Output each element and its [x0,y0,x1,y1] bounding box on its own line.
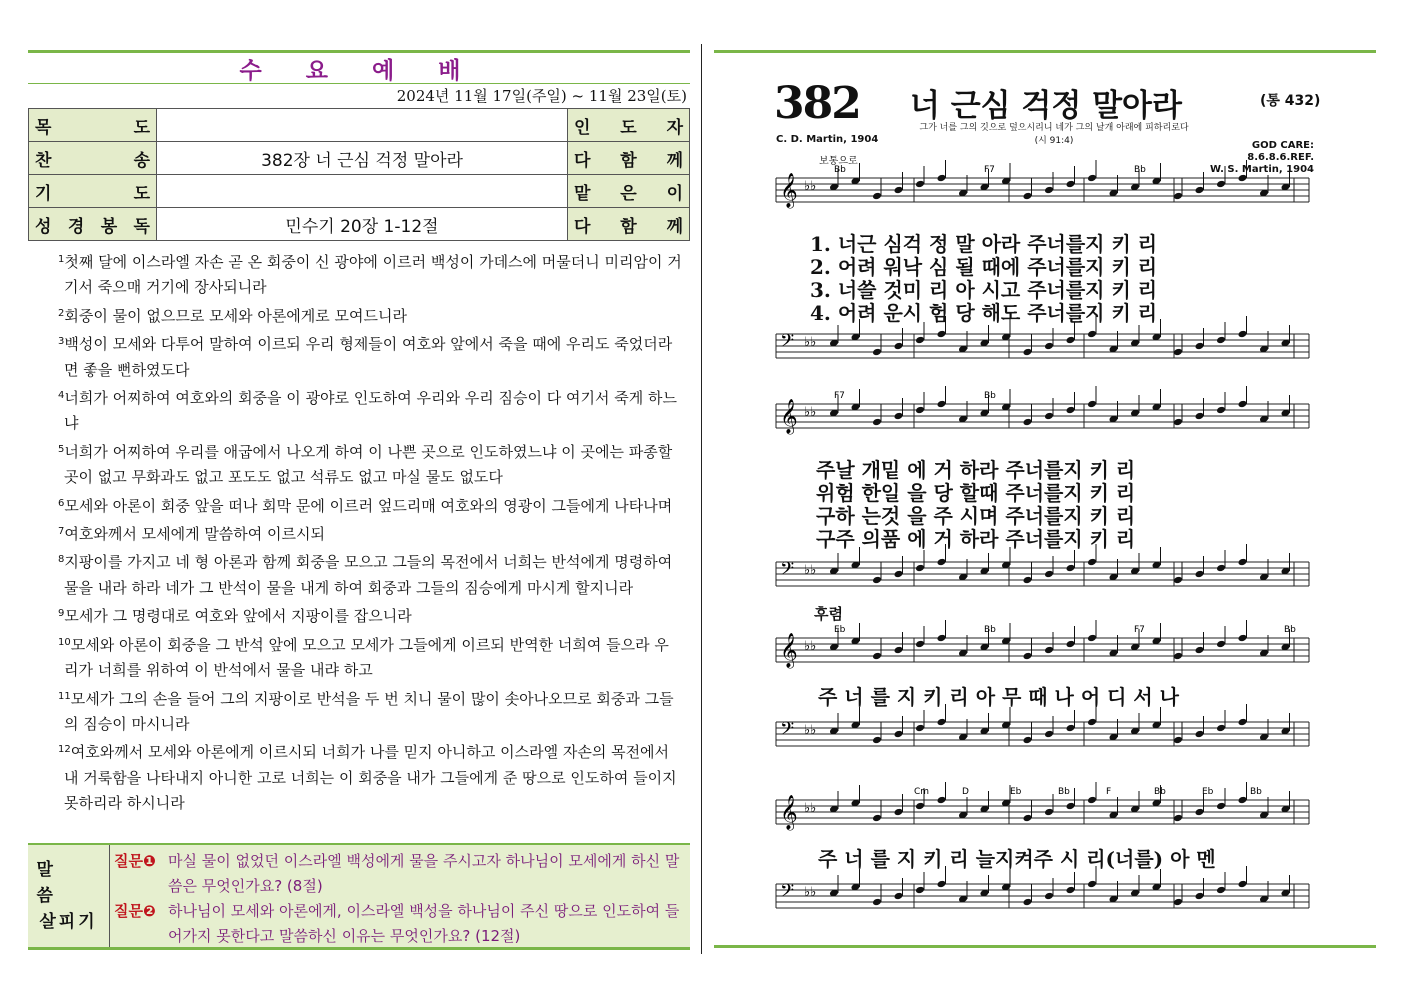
order-value: 민수기 20장 1-12절 [157,208,568,241]
question-tag: 질문❷ [114,902,156,920]
note-head [915,886,925,895]
order-role: 다 함 께 [574,150,683,171]
note-head [1216,724,1226,733]
note-head [1216,802,1226,811]
note-head [915,640,925,649]
question-tag: 질문❶ [114,852,156,870]
verse: $^1$첫째 달에 이스라엘 자손 곧 온 회중이 신 광야에 이르러 백성이 가데스에 머물더니 미리암이 거기서 죽으매 거기에 장사되니라 [58,253,682,297]
order-row-scripture [29,208,690,241]
note-head [1195,730,1205,739]
review-label: 말 씀 살피기 [28,845,110,947]
date-range: 2024년 11월 17일(주일) ~ 11월 23일(토) [28,83,690,108]
lyric-line: 위험 한일 을 당 할때 주너를지 키 리 [816,481,1136,505]
treble-clef-icon: 𝄞 [780,399,798,434]
note-head [915,564,925,573]
note-head [872,576,882,585]
note-head [937,400,947,409]
note-head [1238,400,1248,409]
key-signature: ♭♭ [804,563,817,578]
note-head [1087,796,1097,805]
staff [776,866,1309,908]
chord-symbol: F7 [1134,625,1145,635]
hymn-composer: C. D. Martin, 1904 [776,134,879,145]
note-head [894,646,904,655]
note-head [1173,736,1183,745]
key-signature: ♭♭ [804,405,817,420]
staff [776,386,1309,435]
note-head [1195,186,1205,195]
hymn-number: 382 [774,78,860,129]
note-head [894,808,904,817]
staff [776,620,1309,669]
note-head [937,718,947,727]
top-rule [714,50,1376,53]
note-head [915,724,925,733]
lyric-line: 주 너 를 지 키 리 늘지켜주 시 리(너를) 아 멘 [818,847,1216,871]
chord-symbol: Bb [1134,165,1146,175]
lyric-line: 3. 너쓸 것미 리 아 시고 주너를지 키 리 [810,278,1158,302]
key-signature: ♭♭ [804,723,817,738]
lyric-line: 2. 어려 워낙 심 될 때에 주너를지 키 리 [810,255,1158,279]
chord-symbol: Bb [834,165,846,175]
note-head [1216,640,1226,649]
chord-symbol: Eb [1202,787,1214,797]
verse: $^4$너희가 어찌하여 여호와의 회중을 이 광야로 인도하여 우리와 우리 짐승이 다 여기서 죽게 하느냐 [58,389,677,433]
verse: $^3$백성이 모세와 다투어 말하여 이르되 우리 형제들이 여호와 앞에서 죽을 때에 우리도 죽었더라면 좋을 뻔하였도다 [58,335,673,379]
chord-symbol: F [1106,787,1112,797]
note-head [1173,348,1183,357]
lyric-line: 구하 는것 을 주 시며 주너를지 키 리 [816,504,1136,528]
note-head [1195,892,1205,901]
lyric-line: 구주 의품 에 거 하라 주너를지 키 리 [816,527,1136,551]
hymn-scripture: 그가 너를 그의 깃으로 덮으시리니 네가 그의 날개 아래에 피하리로다 (시 91:4) [919,123,1189,146]
note-head [915,336,925,345]
chord-symbol: Bb [1250,787,1262,797]
question-text: 하나님이 모세와 아론에게, 이스라엘 백성을 하나님이 주신 땅으로 인도하여 들어가지 못한다고 말씀하신 이유는 무엇인가요? (12절) [168,902,680,945]
treble-clef-icon: 𝄞 [780,173,798,208]
note-head [1023,418,1033,427]
chord-symbol: Eb [1010,787,1022,797]
note-head [1066,336,1076,345]
question-item [114,899,686,949]
order-label: 목 도 [35,117,150,138]
note-head [1173,192,1183,201]
note-head [1216,406,1226,415]
order-row-hymn [29,142,690,175]
chord-symbol: Bb [984,391,996,401]
order-value [157,175,568,208]
note-head [1023,192,1033,201]
order-label: 기 도 [35,183,150,204]
note-head [1238,718,1248,727]
note-head [1087,174,1097,183]
key-signature: ♭♭ [804,801,817,816]
note-head [1087,400,1097,409]
note-head [1066,180,1076,189]
note-head [1216,564,1226,573]
note-head [894,412,904,421]
order-row-prayer [29,175,690,208]
note-head [937,558,947,567]
note-head [1066,564,1076,573]
hymn-tune: GOD CARE: 8.6.8.6.REF. W. S. Martin, 1904 [1209,140,1314,175]
note-head [1066,802,1076,811]
note-head [1066,886,1076,895]
note-head [894,342,904,351]
verse: $^6$모세와 아론이 회중 앞을 떠나 회막 문에 이르러 엎드리매 여호와의 영광이 그들에게 나타나며 [58,496,673,515]
note-head [1173,652,1183,661]
note-head [872,736,882,745]
order-label: 성 경 봉 독 [35,216,150,237]
note-head [1023,736,1033,745]
note-head [1216,336,1226,345]
note-head [1044,186,1054,195]
note-head [1087,880,1097,889]
note-head [937,880,947,889]
note-head [872,652,882,661]
note-head [1023,898,1033,907]
note-head [1238,174,1248,183]
bulletin-panel [28,50,690,945]
order-of-service-table [28,108,690,241]
chord-symbol: Bb [984,625,996,635]
note-head [937,796,947,805]
note-head [1066,724,1076,733]
word-review-box [28,843,690,950]
note-head [915,406,925,415]
refrain-label: 후렴 [814,605,843,623]
note-head [1066,640,1076,649]
note-head [937,634,947,643]
staff [776,160,1309,209]
note-head [872,814,882,823]
verse: $^9$모세가 그 명령대로 여호와 앞에서 지팡이를 잡으니라 [58,607,412,626]
note-head [872,898,882,907]
note-head [872,418,882,427]
verse: $^{11}$모세가 그의 손을 들어 그의 지팡이로 반석을 두 번 치니 물이 많이 솟아나오므로 회중과 그들의 짐승이 마시니라 [58,689,674,733]
note-head [1044,342,1054,351]
note-head [1173,898,1183,907]
order-value: 382장 너 근심 걱정 말아라 [157,142,568,175]
note-head [1195,412,1205,421]
chord-symbol: F7 [834,391,845,401]
verse: $^{12}$여호와께서 모세와 아론에게 이르시되 너희가 나를 믿지 아니하고 이스라엘 자손의 목전에서 내 거룩함을 나타내지 아니한 고로 너희는 이 회중을 내가 그들에게 준 땅으로 인도하여 들이지 못하리라 하시니라 [58,743,677,813]
note-head [1195,808,1205,817]
key-signature: ♭♭ [804,335,817,350]
order-role: 인 도 자 [574,117,683,138]
chord-symbol: Cm [914,787,930,797]
verse: $^7$여호와께서 모세에게 말씀하여 이르시되 [58,525,326,544]
note-head [1195,646,1205,655]
key-signature: ♭♭ [804,639,817,654]
service-title: 수 요 예 배 [239,57,479,84]
staff [776,782,1309,831]
note-head [894,186,904,195]
hymn-old-number: (통 432) [1260,93,1321,109]
note-head [872,192,882,201]
note-head [1238,330,1248,339]
order-role: 다 함 께 [574,216,683,237]
order-role: 맡 은 이 [574,183,683,204]
note-head [1087,558,1097,567]
note-head [1195,342,1205,351]
note-head [872,348,882,357]
bass-clef-icon: 𝄢 [780,331,795,356]
chord-symbol: Bb [1154,787,1166,797]
lyric-line: 주날 개밑 에 거 하라 주너를지 키 리 [816,458,1136,482]
scripture-text [28,241,690,817]
verse: $^{10}$모세와 아론이 회중을 그 반석 앞에 모으고 모세가 그들에게 이르되 반역한 너희여 들으라 우리가 너희를 위하여 이 반석에서 물을 내랴 하고 [58,635,669,680]
note-head [1238,880,1248,889]
note-head [1238,634,1248,643]
chord-symbol: Bb [1058,787,1070,797]
order-row-mokdo [29,109,690,142]
question-text: 마실 물이 없었던 이스라엘 백성에게 물을 주시고자 하나님이 모세에게 하신 말씀은 무엇인가요? (8절) [168,852,680,895]
verse: $^8$지팡이를 가지고 네 형 아론과 함께 회중을 모으고 그들의 목전에서 너희는 반석에게 명령하여 물을 내라 하라 네가 그 반석이 물을 내게 하여 회중과 그들의 짐승에게 마시게 할지니라 [58,553,673,597]
note-head [894,892,904,901]
note-head [937,174,947,183]
note-head [894,570,904,579]
note-head [1087,634,1097,643]
order-value [157,109,568,142]
review-questions [110,845,690,947]
note-head [937,330,947,339]
note-head [1044,412,1054,421]
note-head [1173,814,1183,823]
hymn-title: 너 근심 걱정 말아라 [910,88,1182,124]
order-label: 찬 송 [35,150,150,171]
note-head [1216,886,1226,895]
bass-clef-icon: 𝄢 [780,559,795,584]
note-head [1044,570,1054,579]
note-head [1023,348,1033,357]
lyric-line: 4. 어려 운시 험 당 해도 주너를지 키 리 [810,301,1158,325]
note-head [894,730,904,739]
note-head [1066,406,1076,415]
note-head [1173,576,1183,585]
chord-symbol: Eb [834,625,846,635]
note-head [1173,418,1183,427]
note-head [1087,718,1097,727]
note-head [1044,646,1054,655]
bass-clef-icon: 𝄢 [780,719,795,744]
key-signature: ♭♭ [804,885,817,900]
bass-clef-icon: 𝄢 [780,881,795,906]
note-head [915,180,925,189]
chord-symbol: D [962,787,969,797]
note-head [1238,558,1248,567]
verse: $^5$너희가 어찌하여 우리를 애굽에서 나오게 하여 이 나쁜 곳으로 인도하였느냐 이 곳에는 파종할 곳이 없고 무화과도 없고 포도도 없고 석류도 없고 마실 물도 없도다 [58,442,673,487]
treble-clef-icon: 𝄞 [780,795,798,830]
question-item [114,849,686,899]
note-head [1087,330,1097,339]
lyric-line: 1. 너근 심걱 정 말 아라 주너를지 키 리 [810,232,1158,256]
chord-symbol: F7 [984,165,995,175]
lyric-line: 주 너 를 지 키 리 아 무 때 나 어 디 서 나 [818,685,1179,709]
key-signature: ♭♭ [804,179,817,194]
note-head [1023,576,1033,585]
note-head [1023,652,1033,661]
chord-symbol: Bb [1284,625,1296,635]
note-head [915,802,925,811]
treble-clef-icon: 𝄞 [780,633,798,668]
note-head [1044,892,1054,901]
bottom-rule [714,945,1376,948]
hymn-tempo: 보통으로 [819,156,858,167]
staff [776,704,1309,746]
note-head [1195,570,1205,579]
page-divider [701,44,702,954]
note-head [1044,808,1054,817]
note-head [1216,180,1226,189]
verse: $^2$회중이 물이 없으므로 모세와 아론에게로 모여드니라 [58,306,407,325]
hymn-panel [714,50,1376,950]
note-head [1238,796,1248,805]
note-head [1023,814,1033,823]
note-head [1044,730,1054,739]
